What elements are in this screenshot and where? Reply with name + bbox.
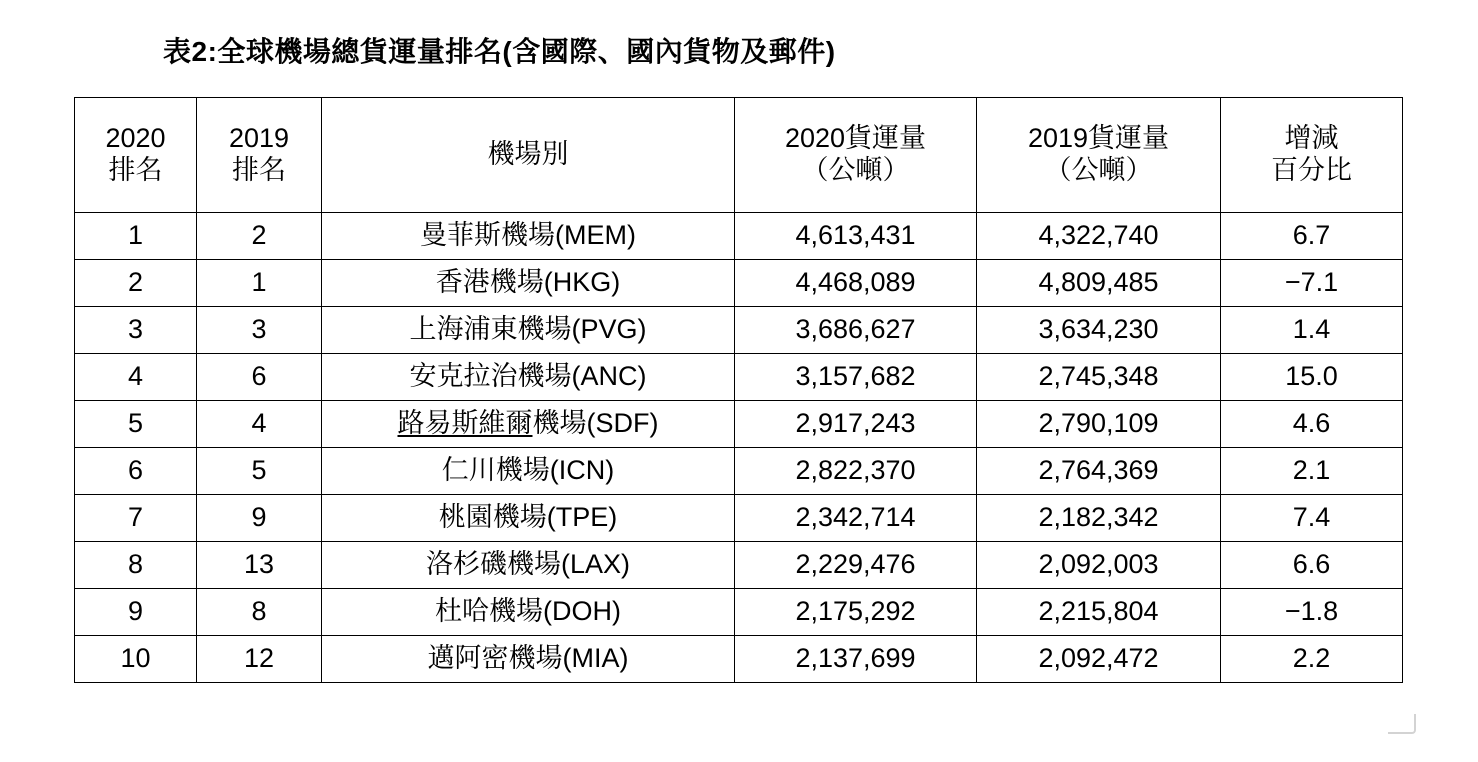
column-header-rank-2019	[197, 98, 322, 213]
cell-rank-2019: 12	[197, 636, 322, 683]
cell-airport-name: 洛杉磯機場(LAX)	[322, 542, 735, 589]
cell-change-percent: −1.8	[1221, 589, 1403, 636]
column-header-cargo-2020-line2: （公噸）	[801, 155, 910, 185]
column-header-rank-2019-line2: 排名	[232, 155, 286, 185]
airport-cargo-ranking-table	[74, 97, 1403, 683]
cell-cargo-2020: 2,137,699	[735, 636, 977, 683]
airport-name-underlined: 路易斯維爾	[397, 408, 533, 439]
cell-cargo-2019: 3,634,230	[977, 307, 1221, 354]
column-header-rank-2020	[75, 98, 197, 213]
column-header-change-percent-line2: 百分比	[1271, 155, 1352, 185]
table-row	[75, 213, 1403, 260]
cell-airport-name: 桃園機場(TPE)	[322, 495, 735, 542]
cell-cargo-2020: 3,686,627	[735, 307, 977, 354]
cell-change-percent: 6.7	[1221, 213, 1403, 260]
cell-rank-2019: 9	[197, 495, 322, 542]
cell-airport-name: 上海浦東機場(PVG)	[322, 307, 735, 354]
cell-change-percent: 15.0	[1221, 354, 1403, 401]
cell-airport-name: 安克拉治機場(ANC)	[322, 354, 735, 401]
cell-rank-2019: 4	[197, 401, 322, 448]
table-row	[75, 495, 1403, 542]
cell-rank-2019: 5	[197, 448, 322, 495]
column-header-rank-2019-line1: 2019	[228, 123, 290, 154]
cell-cargo-2019: 2,182,342	[977, 495, 1221, 542]
cell-cargo-2019: 2,092,003	[977, 542, 1221, 589]
cell-rank-2020: 1	[75, 213, 197, 260]
cell-rank-2019: 13	[197, 542, 322, 589]
cell-cargo-2019: 4,809,485	[977, 260, 1221, 307]
cell-cargo-2020: 2,822,370	[735, 448, 977, 495]
cell-rank-2020: 4	[75, 354, 197, 401]
table-row	[75, 636, 1403, 683]
table-body	[75, 213, 1403, 683]
table-row	[75, 260, 1403, 307]
table-header	[75, 98, 1403, 213]
cell-rank-2020: 3	[75, 307, 197, 354]
cell-cargo-2020: 2,342,714	[735, 495, 977, 542]
cell-cargo-2019: 2,790,109	[977, 401, 1221, 448]
cell-change-percent: 2.1	[1221, 448, 1403, 495]
cell-rank-2020: 5	[75, 401, 197, 448]
cell-rank-2019: 3	[197, 307, 322, 354]
cell-cargo-2020: 4,468,089	[735, 260, 977, 307]
cell-rank-2020: 2	[75, 260, 197, 307]
cell-rank-2019: 1	[197, 260, 322, 307]
column-header-change-percent	[1221, 98, 1403, 213]
column-header-rank-2020-line2: 排名	[108, 155, 163, 185]
table-row	[75, 307, 1403, 354]
cell-rank-2019: 6	[197, 354, 322, 401]
cell-rank-2020: 9	[75, 589, 197, 636]
cell-change-percent: 7.4	[1221, 495, 1403, 542]
cell-cargo-2020: 4,613,431	[735, 213, 977, 260]
cell-rank-2019: 8	[197, 589, 322, 636]
table-row	[75, 354, 1403, 401]
corner-fold-mark	[1388, 714, 1416, 734]
cell-cargo-2019: 2,764,369	[977, 448, 1221, 495]
column-header-change-percent-line1: 增減	[1284, 123, 1339, 154]
cell-change-percent: 4.6	[1221, 401, 1403, 448]
table-row	[75, 401, 1403, 448]
column-header-cargo-2019	[977, 98, 1221, 213]
column-header-airport: 機場別	[322, 98, 735, 213]
cell-cargo-2019: 4,322,740	[977, 213, 1221, 260]
cell-rank-2019: 2	[197, 213, 322, 260]
table-header-row	[75, 98, 1403, 213]
table-row	[75, 542, 1403, 589]
cell-rank-2020: 6	[75, 448, 197, 495]
table-row	[75, 448, 1403, 495]
cell-airport-name: 邁阿密機場(MIA)	[322, 636, 735, 683]
page-title: 表2:全球機場總貨運量排名(含國際、國內貨物及郵件)	[163, 36, 836, 67]
cell-change-percent: 2.2	[1221, 636, 1403, 683]
cell-airport-name: 曼菲斯機場(MEM)	[322, 213, 735, 260]
column-header-cargo-2020-line1: 2020貨運量	[784, 123, 927, 154]
cell-airport-name	[322, 401, 735, 448]
cell-cargo-2019: 2,745,348	[977, 354, 1221, 401]
cell-cargo-2019: 2,215,804	[977, 589, 1221, 636]
column-header-cargo-2019-line1: 2019貨運量	[1027, 123, 1170, 154]
table-row	[75, 589, 1403, 636]
cell-change-percent: 6.6	[1221, 542, 1403, 589]
cell-rank-2020: 7	[75, 495, 197, 542]
column-header-rank-2020-line1: 2020	[105, 123, 166, 154]
cell-cargo-2019: 2,092,472	[977, 636, 1221, 683]
cell-rank-2020: 10	[75, 636, 197, 683]
column-header-cargo-2019-line2: （公噸）	[1044, 155, 1153, 185]
cell-cargo-2020: 2,917,243	[735, 401, 977, 448]
cell-airport-name: 仁川機場(ICN)	[322, 448, 735, 495]
cell-airport-name: 杜哈機場(DOH)	[322, 589, 735, 636]
airport-name-rest: 機場(SDF)	[532, 408, 659, 439]
cell-change-percent: −7.1	[1221, 260, 1403, 307]
column-header-cargo-2020	[735, 98, 977, 213]
cell-rank-2020: 8	[75, 542, 197, 589]
cell-cargo-2020: 2,175,292	[735, 589, 977, 636]
cell-cargo-2020: 2,229,476	[735, 542, 977, 589]
cell-airport-name: 香港機場(HKG)	[322, 260, 735, 307]
cell-cargo-2020: 3,157,682	[735, 354, 977, 401]
cell-change-percent: 1.4	[1221, 307, 1403, 354]
